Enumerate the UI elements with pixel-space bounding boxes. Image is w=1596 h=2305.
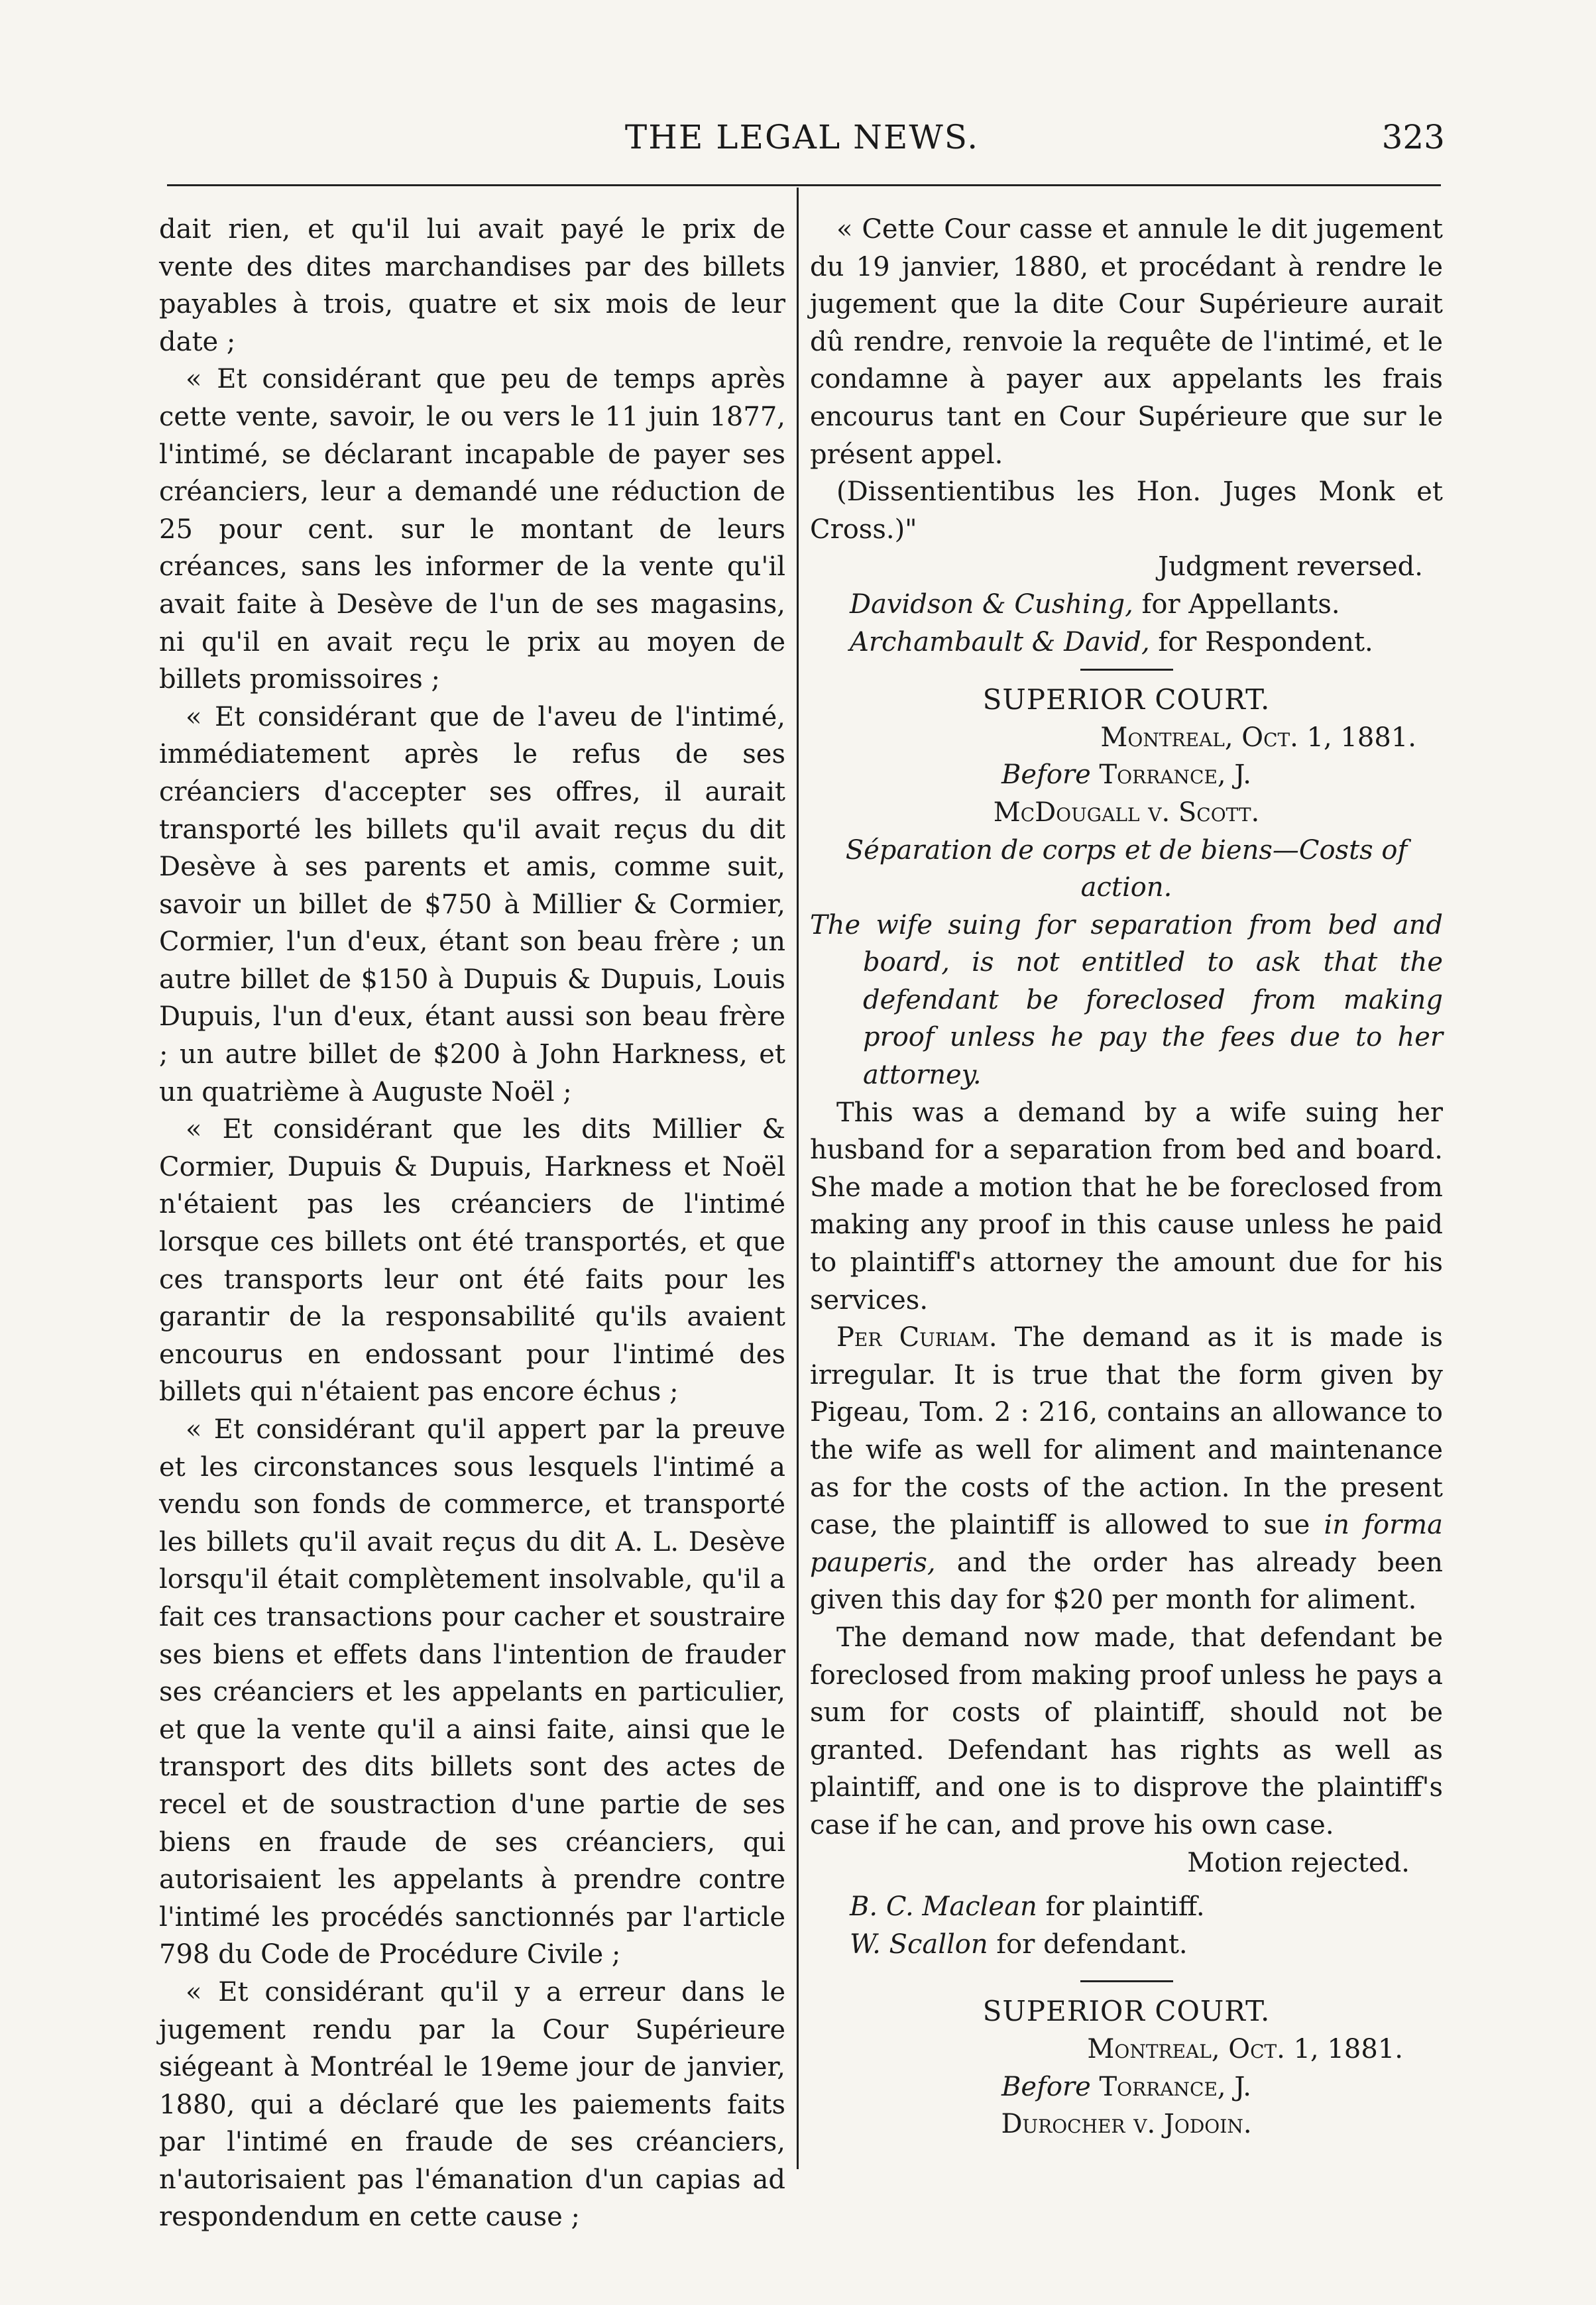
- journal-title: THE LEGAL NEWS.: [624, 118, 980, 156]
- appellants-counsel: [810, 586, 1443, 624]
- before-word: Before: [1001, 759, 1091, 791]
- respondent-counsel: [810, 624, 1443, 661]
- counsel-role: for plaintiff.: [1045, 1891, 1205, 1923]
- headnote: The wife suing for separation from bed and board, is not entitled to ask that the defendant be foreclosed from making proof unless he pay the fees due to her attorney.: [810, 909, 1443, 1091]
- before-word: Before: [1001, 2071, 1091, 2102]
- per-curiam-paragraph: [810, 1319, 1443, 1619]
- before-judge: [810, 756, 1443, 794]
- place-date: Montreal, Oct. 1, 1881.: [1100, 722, 1416, 753]
- per-curiam-label: Per Curiam.: [836, 1322, 997, 1353]
- header-rule: [167, 184, 1441, 186]
- counsel-role: for Respondent.: [1158, 626, 1373, 657]
- section-rule: [1080, 669, 1173, 671]
- paragraph: « Et considérant qu'il y a erreur dans le jugement rendu par la Cour Supérieure siégeant à Montréal le 19eme jour de janvier, 1880, qui a déclaré que les paiements faits par l'intimé en fraude de ses créanciers, n'autorisaient pas l'émanation d'un capias ad respondendum en cette cause ;: [159, 1976, 785, 2233]
- section-rule: [1080, 1980, 1173, 1982]
- judgment-result: Judgment reversed.: [1158, 551, 1423, 583]
- dissent-note: (Dissentientibus les Hon. Juges Monk et Cross.)": [810, 477, 1443, 545]
- counsel-name: Davidson & Cushing,: [850, 589, 1133, 620]
- paragraph: « Et considérant qu'il appert par la preuve et les circonstances sous lesquels l'intimé a vendu son fonds de commerce, et transporté les billets qu'il avait reçus du dit A. L. Desève lorsqu'il était complètement insolvable, qu'il a fait ces transactions pour cacher et soustraire ses biens et effets dans l'intention de frauder ses créanciers et les appelants en particulier, et que la vente qu'il a ainsi faite, ainsi que le transport des dits billets sont des actes de recel et de soustraction d'une partie de ses biens en fraude de ses créanciers, qui autorisaient les appelants à prendre contre l'intimé les procédés sanctionnés par l'article 798 du Code de Procédure Civile ;: [159, 1414, 785, 1970]
- place-date: Montreal, Oct. 1, 1881.: [1087, 2033, 1403, 2064]
- paragraph: « Et considérant que les dits Millier & Cormier, Dupuis & Dupuis, Harkness et Noël n'étaient pas les créanciers de l'intimé lorsque ces billets ont été transportés, et que ces transports leur ont été faits pour les garantir de la responsabilité qu'ils avaient encourus en endossant pour l'intimé des billets qui n'étaient pas encore échus ;: [159, 1114, 785, 1408]
- counsel-role: for defendant.: [996, 1929, 1188, 1960]
- case-title: McDougall v. Scott.: [993, 797, 1260, 828]
- case-title: Durocher v. Jodoin.: [1001, 2109, 1252, 2140]
- left-column: [159, 211, 785, 2236]
- paragraph: « Et considérant que peu de temps après cette vente, savoir, le ou vers le 11 juin 1877, l'intimé, se déclarant incapable de payer ses créanciers, leur a demandé une réduction de 25 pour cent. sur le montant de leurs créances, sans les informer de la vente qu'il avait faite à Desève de l'un de ses magasins, ni qu'il en avait reçu le prix au moyen de billets promissoires ;: [159, 364, 785, 695]
- defendant-counsel: [810, 1926, 1443, 1964]
- motion-result: Motion rejected.: [1187, 1847, 1410, 1878]
- counsel-name: Archambault & David,: [850, 626, 1150, 657]
- headnote-title: Séparation de corps et de biens—Costs of action.: [845, 834, 1408, 903]
- plaintiff-counsel: [810, 1888, 1443, 1926]
- latin-phrase: in forma pauperis,: [810, 1510, 1444, 1578]
- before-judge: [810, 2068, 1443, 2106]
- judge-name: Torrance, J.: [1099, 759, 1251, 791]
- court-heading: SUPERIOR COURT.: [982, 1995, 1271, 2028]
- counsel-name: B. C. Maclean: [850, 1891, 1037, 1923]
- column-divider: [797, 188, 799, 2169]
- page-number: 323: [1381, 118, 1445, 156]
- paragraph: « Et considérant que de l'aveu de l'intimé, immédiatement après le refus de ses créanciers d'accepter ses offres, il aurait transporté les billets qu'il avait reçus du dit Desève à ses parents et amis, comme suit, savoir un billet de $750 à Millier & Cormier, Cormier, l'un d'eux, étant son beau frère ; un autre billet de $150 à Dupuis & Dupuis, Louis Dupuis, l'un d'eux, étant aussi son beau frère ; un autre billet de $200 à John Harkness, et un quatrième à Auguste Noël ;: [159, 701, 785, 1107]
- right-column: [810, 211, 1443, 2143]
- paragraph: dait rien, et qu'il lui avait payé le prix de vente des dites marchandises par des billets payables à trois, quatre et six mois de leur date ;: [159, 214, 785, 357]
- court-heading: SUPERIOR COURT.: [982, 683, 1271, 716]
- facts-paragraph: This was a demand by a wife suing her husband for a separation from bed and board. She made a motion that he be foreclosed from making any proof in this cause unless he paid to plaintiff's attorney the amount due for his services.: [810, 1097, 1443, 1316]
- per-curiam-text: The demand as it is made is irregular. It is true that the form given by Pigeau, Tom. 2 : 216, contains an allowance to the wife as well for aliment and maintenance as for the costs of the action. In the present case, the plaintiff is allowed to sue: [810, 1322, 1443, 1541]
- counsel-role: for Appellants.: [1141, 589, 1340, 620]
- judgment-text: « Cette Cour casse et annule le dit jugement du 19 janvier, 1880, et procédant à rendre le jugement que la dite Cour Supérieure aurait dû rendre, renvoie la requête de l'intimé, et le condamne à payer aux appelants les frais encourus tant en Cour Supérieure que sur le présent appel.: [810, 214, 1443, 470]
- per-curiam-text: and the order has already been given this day for $20 per month for aliment.: [810, 1547, 1444, 1616]
- conclusion-paragraph: The demand now made, that defendant be foreclosed from making proof unless he pays a sum for costs of plaintiff, should not be granted. Defendant has rights as well as plaintiff, and one is to disprove the plaintiff's case if he can, and prove his own case.: [810, 1622, 1443, 1840]
- counsel-name: W. Scallon: [850, 1929, 988, 1960]
- page-header: [159, 113, 1445, 166]
- judge-name: Torrance, J.: [1099, 2071, 1251, 2102]
